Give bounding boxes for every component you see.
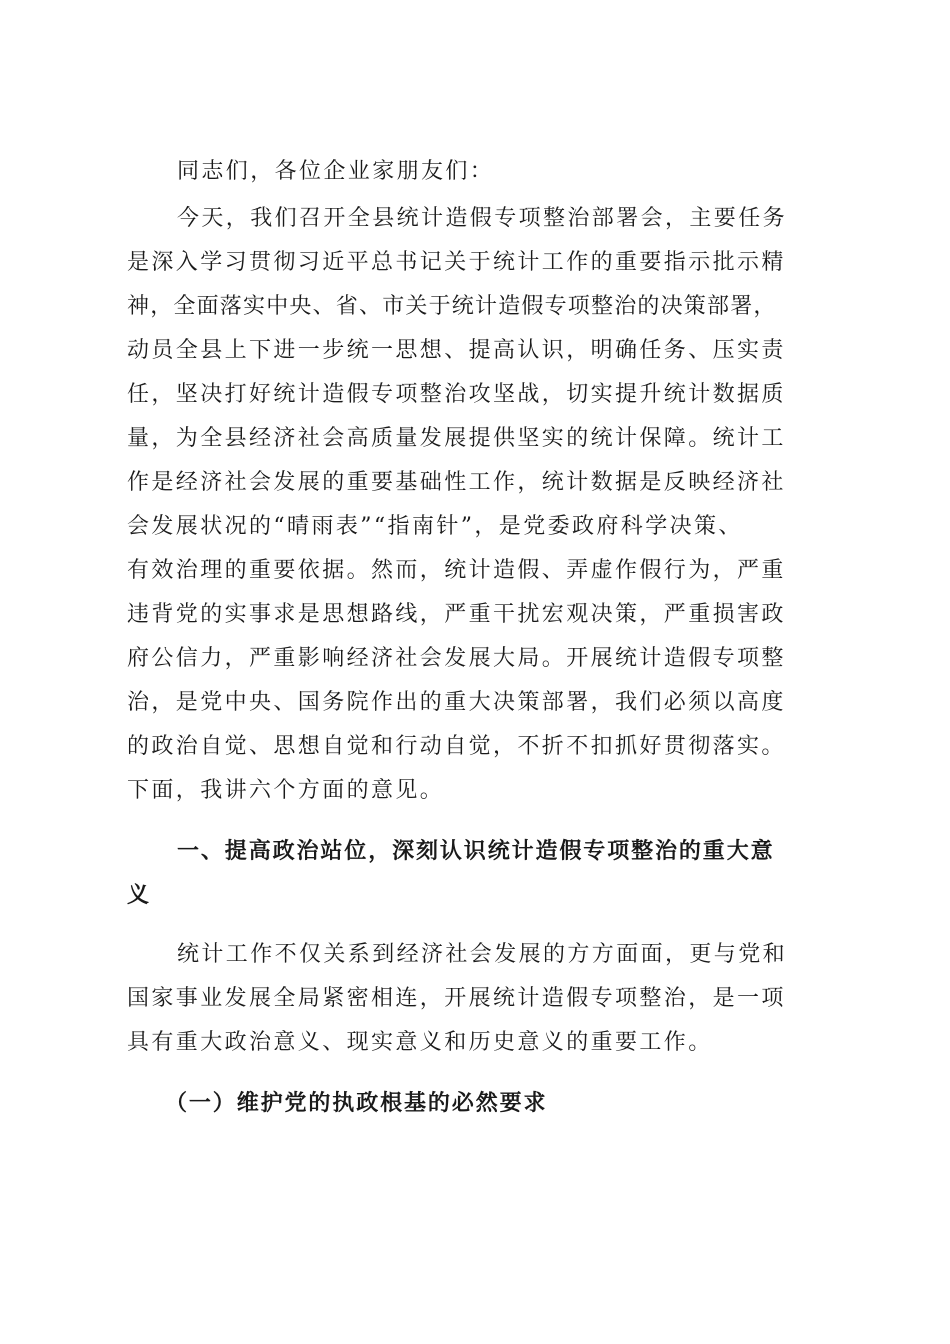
section-body-line: 国家事业发展全局紧密相连，开展统计造假专项整治，是一项	[127, 986, 786, 1011]
intro-line: 任，坚决打好统计造假专项整治攻坚战，切实提升统计数据质	[127, 382, 786, 407]
document-page	[127, 150, 831, 1125]
intro-line: 府公信力，严重影响经济社会发展大局。开展统计造假专项整	[127, 646, 786, 671]
intro-line: 今天，我们召开全县统计造假专项整治部署会，主要任务	[177, 206, 788, 231]
intro-line: 违背党的实事求是思想路线，严重干扰宏观决策，严重损害政	[127, 602, 786, 627]
intro-line: 量，为全县经济社会高质量发展提供坚实的统计保障。统计工	[127, 426, 786, 451]
intro-line: 的政治自觉、思想自觉和行动自觉，不折不扣抓好贯彻落实。	[127, 734, 786, 759]
section-body-line: 统计工作不仅关系到经济社会发展的方方面面，更与党和	[177, 942, 788, 967]
intro-line: 神，全面落实中央、省、市关于统计造假专项整治的决策部署，	[127, 294, 777, 319]
intro-line: 下面，我讲六个方面的意见。	[127, 778, 445, 803]
intro-line: 会发展状况的“晴雨表”“指南针”，是党委政府科学决策、	[127, 514, 743, 539]
section-heading-line: 一、提高政治站位，深刻认识统计造假专项整治的重大意	[177, 838, 775, 864]
intro-line: 动员全县上下进一步统一思想、提高认识，明确任务、压实责	[127, 338, 786, 363]
intro-line: 有效治理的重要依据。然而，统计造假、弄虚作假行为，严重	[127, 558, 786, 583]
intro-paragraph	[127, 197, 831, 813]
greeting: 同志们，各位企业家朋友们：	[177, 159, 495, 184]
section-heading-line: 义	[127, 882, 151, 908]
intro-line: 治，是党中央、国务院作出的重大决策部署，我们必须以高度	[127, 690, 786, 715]
subsection-1-heading: （一）维护党的执政根基的必然要求	[165, 1090, 548, 1116]
section-1-heading	[127, 829, 831, 917]
intro-line: 是深入学习贯彻习近平总书记关于统计工作的重要指示批示精	[127, 250, 786, 275]
section-1-body	[127, 933, 831, 1065]
intro-line: 作是经济社会发展的重要基础性工作，统计数据是反映经济社	[127, 470, 786, 495]
section-body-line: 具有重大政治意义、现实意义和历史意义的重要工作。	[127, 1030, 713, 1055]
